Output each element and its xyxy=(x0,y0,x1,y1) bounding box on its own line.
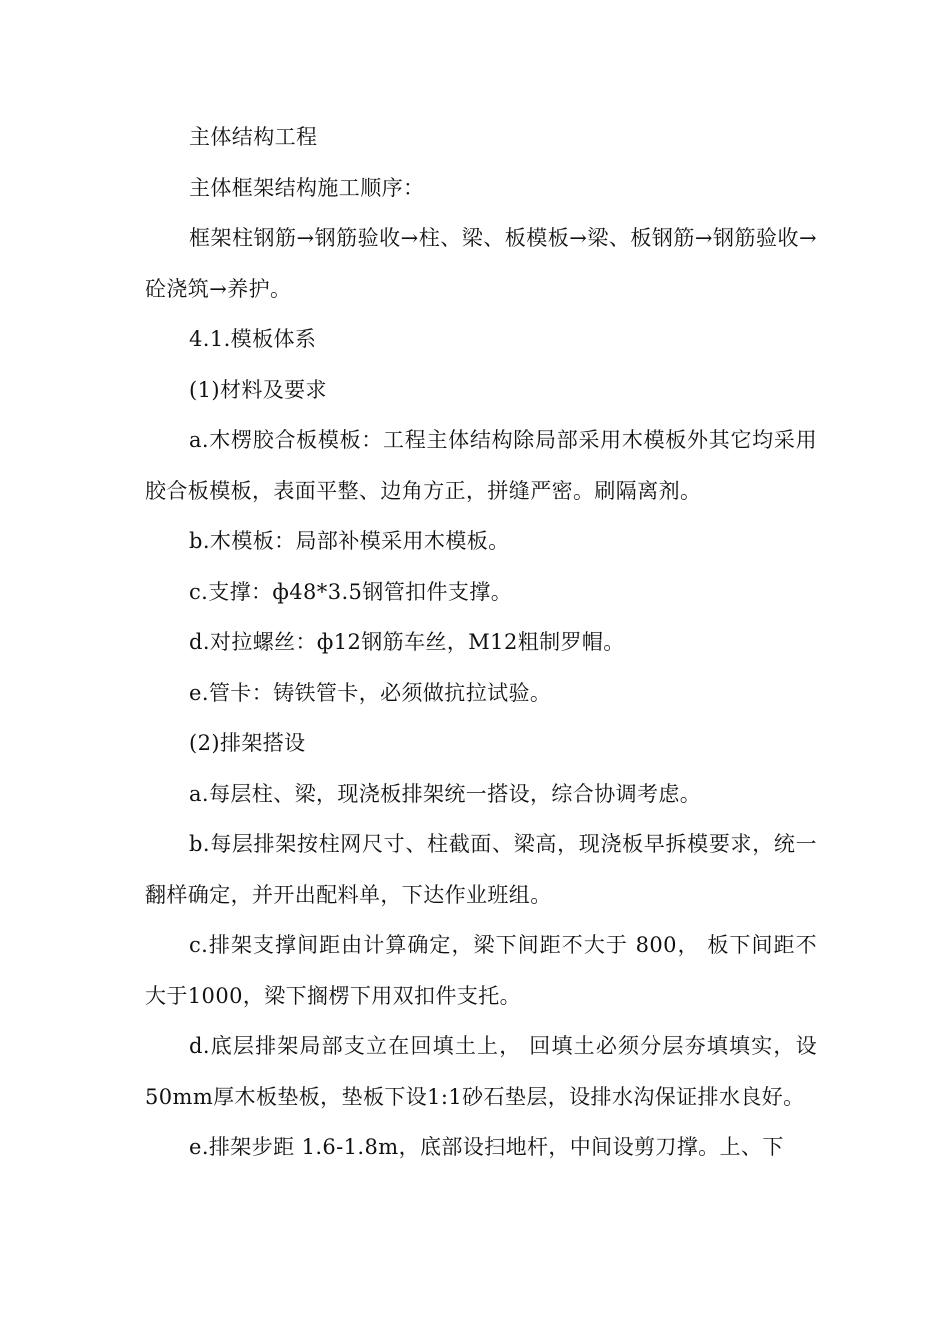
paragraph-materials-heading: (1)材料及要求 xyxy=(189,377,327,402)
paragraph-sequence-heading: 主体框架结构施工顺序： xyxy=(189,175,425,200)
paragraph-item-c: c.支撑：ф48*3.5钢管扣件支撑。 xyxy=(189,579,513,604)
paragraph-scaffold-c: c.排架支撑间距由计算确定，梁下间距不大于 800， 板下间距不大于1000，梁下搁楞下用双扣件支托。 xyxy=(145,933,817,1008)
paragraph-scaffold-d: d.底层排架局部支立在回填土上， 回填土必须分层夯填填实，设50mm厚木板垫板，垫板下设1:1砂石垫层，设排水沟保证排水良好。 xyxy=(145,1034,817,1109)
document-body xyxy=(145,112,817,1173)
paragraph-item-d: d.对拉螺丝：ф12钢筋车丝，M12粗制罗帽。 xyxy=(189,630,625,654)
paragraph-scaffold-heading: (2)排架搭设 xyxy=(189,731,306,755)
paragraph-scaffold-a: a.每层柱、梁，现浇板排架统一搭设，综合协调考虑。 xyxy=(189,781,702,806)
paragraph-item-e: e.管卡：铸铁管卡，必须做抗拉试验。 xyxy=(189,680,552,705)
paragraph-sequence: 框架柱钢筋→钢筋验收→柱、梁、板模板→梁、板钢筋→钢筋验收→砼浇筑→养护。 xyxy=(145,226,817,301)
paragraph-item-b: b.木模板：局部补模采用木模板。 xyxy=(189,529,510,553)
paragraph-section-title: 主体结构工程 xyxy=(189,125,318,149)
paragraph-formwork-heading: 4.1.模板体系 xyxy=(189,327,317,351)
paragraph-scaffold-e: e.排架步距 1.6-1.8m，底部设扫地杆，中间设剪刀撑。上、下 xyxy=(189,1135,784,1159)
paragraph-scaffold-b: b.每层排架按柱网尺寸、柱截面、梁高，现浇板早拆模要求，统一翻样确定，并开出配料单，下达作业班组。 xyxy=(145,832,817,907)
paragraph-item-a: a.木楞胶合板模板：工程主体结构除局部采用木模板外其它均采用胶合板模板，表面平整、边角方正，拼缝严密。刷隔离剂。 xyxy=(145,428,817,503)
